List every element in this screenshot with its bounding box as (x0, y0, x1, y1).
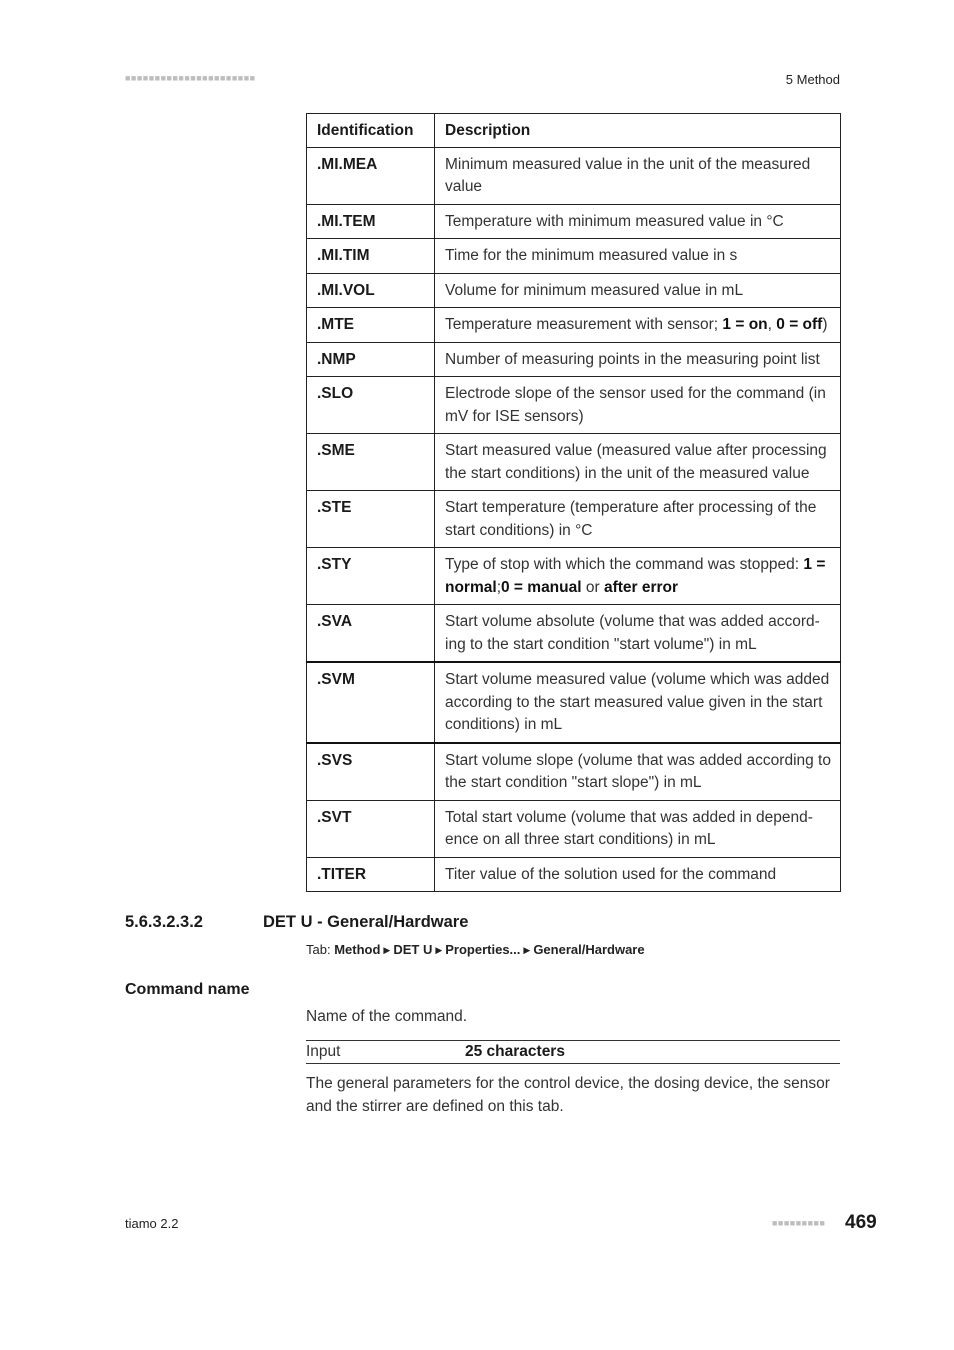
table-row (307, 548, 841, 605)
table-row (307, 147, 841, 204)
identifier-cell: .MI.VOL (307, 273, 435, 308)
description-cell: Time for the minimum measured value in s (435, 239, 841, 274)
description-cell: Temperature with minimum measured value in °C (435, 204, 841, 239)
identifier-cell: .MI.TEM (307, 204, 435, 239)
identifier-cell: .SVT (307, 800, 435, 857)
description-text: or (581, 578, 604, 596)
description-bold: 0 = manual (501, 578, 582, 596)
footer-product: tiamo 2.2 (125, 1216, 179, 1231)
identifier-cell: .STY (307, 548, 435, 605)
description-cell: Start measured value (measured value after processing the start conditions) in the unit of the measured value (435, 434, 841, 491)
section-number: 5.6.3.2.3.2 (125, 913, 203, 931)
identifier-cell: .MTE (307, 308, 435, 343)
tab-path-det-u: DET U (393, 942, 433, 957)
table-row (307, 743, 841, 801)
identifier-cell: .SME (307, 434, 435, 491)
section-title: DET U - General/Hardware (263, 913, 469, 931)
tab-path-method: Method (334, 942, 381, 957)
tab-path-properties: Properties... (445, 942, 521, 957)
command-name-heading: Command name (125, 981, 250, 998)
identifier-cell: .STE (307, 491, 435, 548)
description-cell: Titer value of the solution used for the command (435, 857, 841, 892)
identifier-cell: .MI.TIM (307, 239, 435, 274)
table-row (307, 434, 841, 491)
tab-path-general-hardware: General/Hardware (533, 942, 645, 957)
description-bold: after error (603, 578, 679, 596)
arrow-right-icon: ▶ (523, 945, 531, 955)
description-cell: Minimum measured value in the unit of the measured value (435, 147, 841, 204)
page-number: 469 (845, 1212, 877, 1233)
description-text: Temperature measurement with sensor; (445, 316, 723, 333)
identifier-cell: .SVA (307, 605, 435, 663)
arrow-right-icon: ▶ (383, 945, 391, 955)
description-text: ) (822, 316, 828, 333)
description-bold: 1 = on (722, 316, 768, 333)
input-label: Input (306, 1043, 341, 1060)
description-cell: Number of measuring points in the measuring point list (435, 342, 841, 377)
chapter-label: 5 Method (785, 72, 840, 87)
table-row (307, 605, 841, 663)
table-row (307, 491, 841, 548)
description-cell (435, 308, 841, 343)
description-bold: 1 = normal (445, 556, 826, 596)
description-cell: Volume for minimum measured value in mL (435, 273, 841, 308)
description-cell: Start temperature (temperature after processing of the start conditions) in °C (435, 491, 841, 548)
footer-decoration: ■■■■■■■■■ (772, 1218, 826, 1228)
identification-table (306, 113, 841, 892)
table-header-row (307, 114, 841, 148)
header-decoration: ■■■■■■■■■■■■■■■■■■■■■■ (125, 73, 256, 83)
description-text: Type of stop with which the command was stopped: (445, 556, 804, 573)
identifier-cell: .MI.MEA (307, 147, 435, 204)
description-text: ; (496, 578, 501, 596)
identifier-cell: .TITER (307, 857, 435, 892)
table-row (307, 204, 841, 239)
body-paragraph: The general parameters for the control device, the dosing device, the sensor and the stirrer are defined on this tab. (306, 1075, 830, 1115)
description-cell: Electrode slope of the sensor used for the command (in mV for ISE sensors) (435, 377, 841, 434)
description-cell: Start volume absolute (volume that was added accord-ing to the start condition "start volume") in mL (435, 605, 841, 663)
identifier-cell: .SVS (307, 743, 435, 801)
description-cell: Start volume slope (volume that was added according to the start condition "start slope") in mL (435, 743, 841, 801)
description-bold: 0 = off (776, 316, 823, 333)
input-value: 25 characters (465, 1043, 565, 1060)
table-row (307, 239, 841, 274)
description-cell: Start volume measured value (volume which was added according to the start measured value given in the start conditions) in mL (435, 662, 841, 743)
command-name-description: Name of the command. (306, 1008, 468, 1025)
description-cell (435, 548, 841, 605)
column-header-identification: Identification (307, 114, 435, 148)
table-row (307, 273, 841, 308)
table-row (307, 857, 841, 892)
tab-path-prefix: Tab: (306, 942, 335, 957)
identifier-cell: .SLO (307, 377, 435, 434)
table-row (307, 800, 841, 857)
description-text: , (767, 316, 777, 333)
arrow-right-icon: ▶ (435, 945, 443, 955)
table-row (307, 662, 841, 743)
table-row (307, 377, 841, 434)
identifier-cell: .NMP (307, 342, 435, 377)
column-header-description: Description (435, 114, 841, 148)
table-row (307, 342, 841, 377)
identifier-cell: .SVM (307, 662, 435, 743)
tab-path (306, 942, 645, 957)
input-spec-row (306, 1040, 840, 1064)
description-cell: Total start volume (volume that was added in depend-ence on all three start conditions) in mL (435, 800, 841, 857)
table-row (307, 308, 841, 343)
